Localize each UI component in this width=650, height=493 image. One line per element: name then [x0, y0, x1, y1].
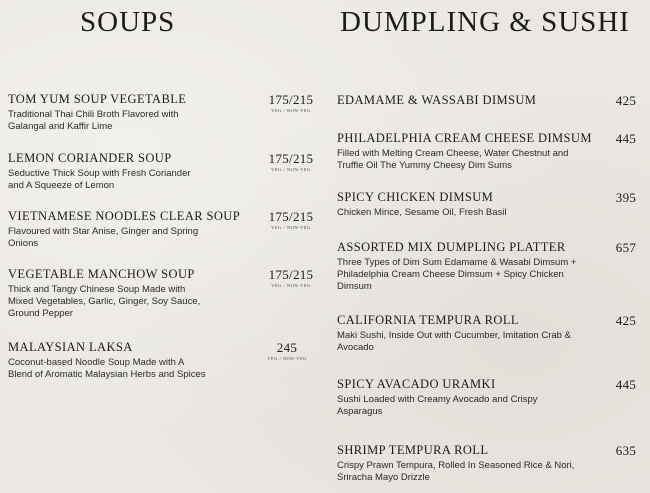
item-price — [612, 131, 640, 146]
item-description: Maki Sushi, Inside Out with Cucumber, Imitation Crab & Avocado — [337, 330, 571, 353]
price-value: 425 — [615, 313, 637, 328]
item-price — [612, 377, 640, 392]
item-price — [612, 93, 640, 108]
item-price — [612, 190, 640, 205]
menu-item — [337, 313, 577, 354]
item-price — [262, 151, 320, 173]
menu-item — [337, 93, 602, 108]
item-price — [612, 443, 640, 458]
item-description: Three Types of Dim Sum Edamame & Wasabi Dimsum + Philadelphia Cream Cheese Dimsum + Spicy Chicken Dimsum — [337, 257, 577, 292]
item-price — [262, 209, 320, 231]
price-value: 175/215 — [268, 92, 314, 107]
menu-item — [8, 267, 208, 320]
item-name: VEGETABLE MANCHOW SOUP — [8, 267, 195, 281]
item-price — [612, 313, 640, 328]
price-value: 445 — [615, 377, 637, 392]
menu-item — [337, 443, 577, 484]
item-price — [262, 340, 312, 362]
item-name: VIETNAMESE NOODLES CLEAR SOUP — [8, 209, 241, 223]
price-note: VEG / NON-VEG — [271, 225, 311, 230]
item-price — [262, 267, 320, 289]
item-price — [262, 92, 320, 114]
item-description: Seductive Thick Soup with Fresh Coriander and A Squeeze of Lemon — [8, 168, 191, 191]
menu-item — [8, 209, 241, 250]
item-price — [612, 240, 640, 255]
item-name: CALIFORNIA TEMPURA ROLL — [337, 313, 519, 327]
menu-item — [8, 340, 208, 381]
price-note: VEG / NON-VEG — [271, 283, 311, 288]
item-name: SPICY CHICKEN DIMSUM — [337, 190, 494, 204]
price-note: VEG / NON-VEG — [271, 108, 311, 113]
menu-item — [8, 151, 208, 192]
item-name: SHRIMP TEMPURA ROLL — [337, 443, 489, 457]
dumpling-sushi-heading: DUMPLING & SUSHI — [340, 6, 630, 38]
price-value: 425 — [615, 93, 637, 108]
item-description: Thick and Tangy Chinese Soup Made with Mixed Vegetables, Garlic, Ginger, Soy Sauce, Ground Pepper — [8, 284, 201, 319]
price-value: 657 — [615, 240, 637, 255]
item-description: Sushi Loaded with Creamy Avocado and Crispy Asparagus — [337, 394, 538, 417]
price-value: 175/215 — [268, 267, 314, 282]
price-value: 175/215 — [268, 209, 314, 224]
item-name: MALAYSIAN LAKSA — [8, 340, 133, 354]
menu-item — [8, 92, 208, 133]
price-note: VEG / NON-VEG — [267, 356, 307, 361]
price-note: VEG / NON-VEG — [271, 167, 311, 172]
menu-item — [337, 377, 577, 418]
item-description: Crispy Prawn Tempura, Rolled In Seasoned Rice & Nori, Sriracha Mayo Drizzle — [337, 460, 575, 483]
item-name: EDAMAME & WASSABI DIMSUM — [337, 93, 537, 107]
price-value: 395 — [615, 190, 637, 205]
menu-item — [337, 240, 577, 293]
item-name: TOM YUM SOUP VEGETABLE — [8, 92, 187, 106]
item-name: ASSORTED MIX DUMPLING PLATTER — [337, 240, 566, 254]
soups-heading: SOUPS — [80, 6, 176, 38]
menu-item — [337, 131, 592, 172]
price-value: 635 — [615, 443, 637, 458]
price-value: 245 — [276, 340, 298, 355]
price-value: 175/215 — [268, 151, 314, 166]
price-value: 445 — [615, 131, 637, 146]
item-description: Traditional Thai Chili Broth Flavored with Galangal and Kaffir Lime — [8, 109, 179, 132]
item-description: Coconut-based Noodle Soup Made with A Blend of Aromatic Malaysian Herbs and Spices — [8, 357, 206, 380]
item-name: SPICY AVACADO URAMKI — [337, 377, 496, 391]
item-description: Flavoured with Star Anise, Ginger and Spring Onions — [8, 226, 199, 249]
item-name: LEMON CORIANDER SOUP — [8, 151, 172, 165]
item-description: Chicken Mince, Sesame Oil, Fresh Basil — [337, 207, 507, 218]
item-name: PHILADELPHIA CREAM CHEESE DIMSUM — [337, 131, 592, 145]
menu-item — [337, 190, 577, 219]
item-description: Filled with Melting Cream Cheese, Water Chestnut and Truffle Oil The Yummy Cheesy Dim Sums — [337, 148, 569, 171]
